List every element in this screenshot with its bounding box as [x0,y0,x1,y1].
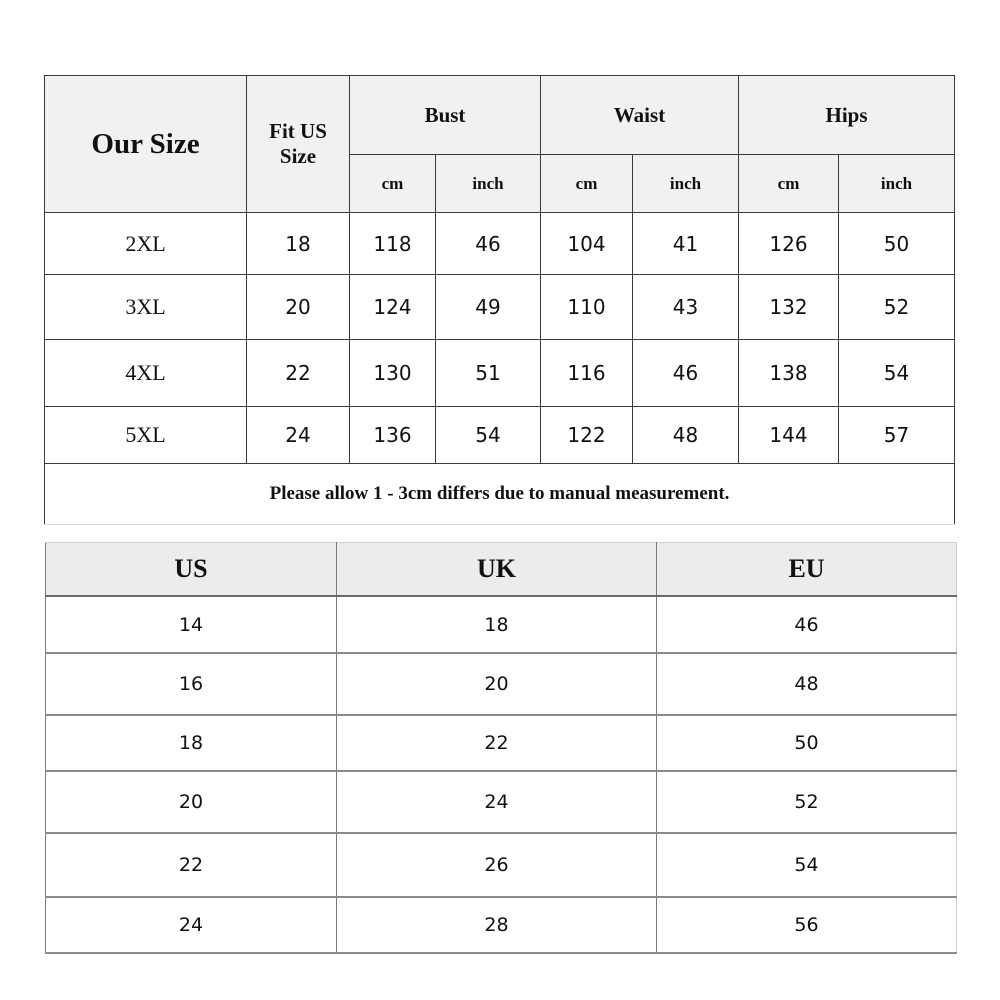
table-row [45,275,955,340]
cell-waist-inch: 43 [633,275,739,340]
table-row [45,407,955,464]
cell-uk: 24 [337,771,657,833]
cell-hips-cm: 132 [739,275,839,340]
cell-bust-inch: 54 [436,407,541,464]
table-row [46,897,957,953]
cell-fit-us: 24 [247,407,350,464]
table-row [46,771,957,833]
cell-waist-cm: 104 [541,213,633,275]
size-chart-table [44,75,955,525]
note-row [45,464,955,525]
cell-us: 14 [46,596,337,653]
cell-size: 5XL [45,407,247,464]
cell-bust-inch: 51 [436,340,541,407]
cell-bust-inch: 46 [436,213,541,275]
header-waist-inch: inch [633,155,739,213]
header-hips-inch: inch [839,155,955,213]
header-waist: Waist [541,76,739,155]
table-row [45,340,955,407]
cell-hips-inch: 54 [839,340,955,407]
cell-hips-inch: 57 [839,407,955,464]
cell-waist-inch: 41 [633,213,739,275]
cell-us: 24 [46,897,337,953]
header-waist-cm: cm [541,155,633,213]
size-chart-header-row [45,76,955,155]
cell-uk: 28 [337,897,657,953]
cell-eu: 52 [657,771,957,833]
cell-waist-inch: 46 [633,340,739,407]
measurement-note: Please allow 1 - 3cm differs due to manual measurement. [45,464,955,525]
cell-us: 18 [46,715,337,771]
table-row [46,596,957,653]
cell-uk: 22 [337,715,657,771]
header-bust-inch: inch [436,155,541,213]
cell-bust-cm: 130 [350,340,436,407]
cell-waist-cm: 122 [541,407,633,464]
header-us: US [46,543,337,597]
cell-eu: 46 [657,596,957,653]
cell-us: 22 [46,833,337,897]
header-uk: UK [337,543,657,597]
header-bust: Bust [350,76,541,155]
header-fit-us-line2: Size [279,144,317,168]
size-conversion-table [45,542,957,954]
cell-size: 4XL [45,340,247,407]
cell-us: 16 [46,653,337,715]
header-fit-us-line1: Fit US [269,119,327,143]
cell-eu: 56 [657,897,957,953]
cell-waist-inch: 48 [633,407,739,464]
conversion-header-row [46,543,957,597]
header-hips-cm: cm [739,155,839,213]
table-row [46,653,957,715]
cell-hips-inch: 50 [839,213,955,275]
header-fit-us-size [247,76,350,213]
cell-fit-us: 20 [247,275,350,340]
cell-size: 2XL [45,213,247,275]
header-eu: EU [657,543,957,597]
cell-waist-cm: 116 [541,340,633,407]
cell-hips-cm: 126 [739,213,839,275]
table-row [45,213,955,275]
cell-hips-cm: 144 [739,407,839,464]
cell-uk: 26 [337,833,657,897]
cell-fit-us: 22 [247,340,350,407]
cell-size: 3XL [45,275,247,340]
header-our-size: Our Size [45,76,247,213]
cell-bust-cm: 124 [350,275,436,340]
header-bust-cm: cm [350,155,436,213]
cell-bust-inch: 49 [436,275,541,340]
cell-hips-cm: 138 [739,340,839,407]
cell-uk: 18 [337,596,657,653]
cell-eu: 48 [657,653,957,715]
cell-bust-cm: 118 [350,213,436,275]
cell-eu: 50 [657,715,957,771]
table-row [46,833,957,897]
cell-hips-inch: 52 [839,275,955,340]
cell-eu: 54 [657,833,957,897]
cell-bust-cm: 136 [350,407,436,464]
table-row [46,715,957,771]
cell-fit-us: 18 [247,213,350,275]
cell-us: 20 [46,771,337,833]
header-hips: Hips [739,76,955,155]
cell-uk: 20 [337,653,657,715]
cell-waist-cm: 110 [541,275,633,340]
